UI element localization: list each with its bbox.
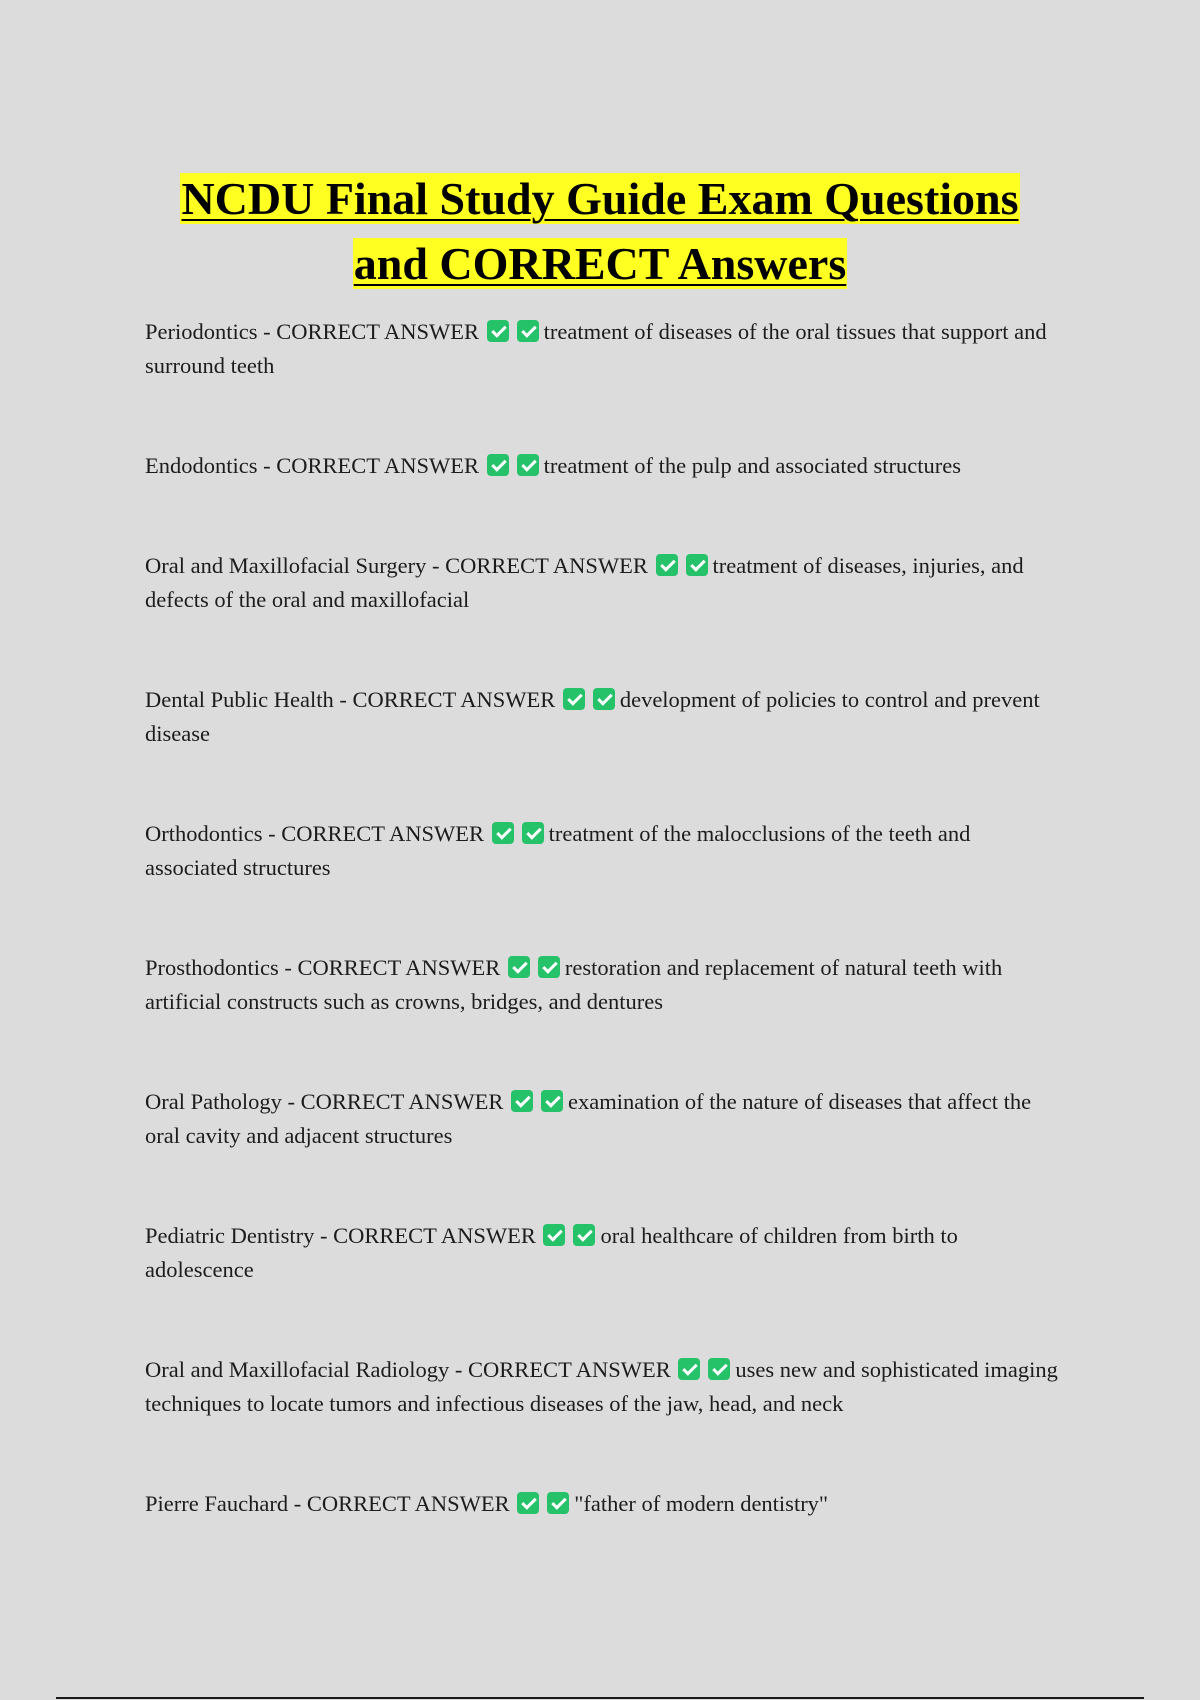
qa-answer: examination of the nature of diseases that affect the oral cavity and adjacent structures xyxy=(145,1089,1032,1148)
check-mark-icon xyxy=(522,822,544,844)
check-mark-icon xyxy=(538,956,560,978)
title-line-1: NCDU Final Study Guide Exam Questions xyxy=(181,173,1019,224)
qa-term: Dental Public Health xyxy=(145,687,334,712)
correct-answer-label: CORRECT ANSWER xyxy=(468,1357,671,1382)
qa-term: Oral Pathology xyxy=(145,1089,282,1114)
check-mark-icon xyxy=(511,1090,533,1112)
check-mark-icon xyxy=(492,822,514,844)
qa-item: Dental Public Health - CORRECT ANSWER development of policies to control and prevent disease xyxy=(145,687,1040,746)
qa-term: Periodontics xyxy=(145,319,258,344)
check-mark-icon xyxy=(541,1090,563,1112)
qa-item: Oral Pathology - CORRECT ANSWER examination of the nature of diseases that affect the oral cavity and adjacent structures xyxy=(145,1089,1032,1148)
correct-answer-label: CORRECT ANSWER xyxy=(276,453,479,478)
check-mark-icon xyxy=(678,1358,700,1380)
title-line-2: and CORRECT Answers xyxy=(353,238,847,289)
check-mark-icon xyxy=(573,1224,595,1246)
qa-item: Periodontics - CORRECT ANSWER treatment of diseases of the oral tissues that support and surround teeth xyxy=(145,319,1047,378)
qa-answer: restoration and replacement of natural teeth with artificial constructs such as crowns, bridges, and dentures xyxy=(145,955,1003,1014)
correct-answer-label: CORRECT ANSWER xyxy=(297,955,501,980)
check-mark-icon xyxy=(708,1358,730,1380)
qa-answer: "father of modern dentistry" xyxy=(574,1491,829,1516)
correct-answer-label: CORRECT ANSWER xyxy=(276,319,479,344)
qa-term: Pierre Fauchard xyxy=(145,1491,289,1516)
qa-term: Oral and Maxillofacial Surgery xyxy=(145,553,427,578)
qa-list xyxy=(145,315,1065,1521)
qa-item: Orthodontics - CORRECT ANSWER treatment of the malocclusions of the teeth and associated structures xyxy=(145,821,971,880)
correct-answer-label: CORRECT ANSWER xyxy=(352,687,556,712)
check-mark-icon xyxy=(508,956,530,978)
check-mark-icon xyxy=(563,688,585,710)
qa-term: Orthodontics xyxy=(145,821,263,846)
qa-term: Endodontics xyxy=(145,453,258,478)
qa-answer: treatment of the malocclusions of the teeth and associated structures xyxy=(145,821,971,880)
correct-answer-label: CORRECT ANSWER xyxy=(333,1223,536,1248)
qa-item: Pierre Fauchard - CORRECT ANSWER "father of modern dentistry" xyxy=(145,1491,829,1516)
check-mark-icon xyxy=(593,688,615,710)
check-mark-icon xyxy=(517,454,539,476)
qa-item: Pediatric Dentistry - CORRECT ANSWER oral healthcare of children from birth to adolescence xyxy=(145,1223,958,1282)
qa-term: Pediatric Dentistry xyxy=(145,1223,315,1248)
qa-item: Oral and Maxillofacial Radiology - CORRECT ANSWER uses new and sophisticated imaging techniques to locate tumors and infectious diseases of the jaw, head, and neck xyxy=(145,1357,1058,1416)
qa-answer: development of policies to control and prevent disease xyxy=(145,687,1040,746)
correct-answer-label: CORRECT ANSWER xyxy=(281,821,484,846)
qa-item: Oral and Maxillofacial Surgery - CORRECT ANSWER treatment of diseases, injuries, and defects of the oral and maxillofacial xyxy=(145,553,1024,612)
document-title xyxy=(120,166,1080,296)
check-mark-icon xyxy=(547,1492,569,1514)
check-mark-icon xyxy=(543,1224,565,1246)
qa-item: Endodontics - CORRECT ANSWER treatment of the pulp and associated structures xyxy=(145,453,961,478)
correct-answer-label: CORRECT ANSWER xyxy=(300,1089,504,1114)
correct-answer-label: CORRECT ANSWER xyxy=(306,1491,510,1516)
qa-answer: treatment of diseases, injuries, and defects of the oral and maxillofacial xyxy=(145,553,1024,612)
check-mark-icon xyxy=(487,454,509,476)
correct-answer-label: CORRECT ANSWER xyxy=(445,553,648,578)
qa-answer: treatment of diseases of the oral tissues that support and surround teeth xyxy=(145,319,1047,378)
check-mark-icon xyxy=(517,320,539,342)
footer-divider xyxy=(56,1697,1144,1699)
qa-item: Prosthodontics - CORRECT ANSWER restoration and replacement of natural teeth with artificial constructs such as crowns, bridges, and dentures xyxy=(145,955,1003,1014)
qa-answer: uses new and sophisticated imaging techniques to locate tumors and infectious diseases of the jaw, head, and neck xyxy=(145,1357,1058,1416)
check-mark-icon xyxy=(487,320,509,342)
qa-answer: oral healthcare of children from birth to adolescence xyxy=(145,1223,958,1282)
check-mark-icon xyxy=(686,554,708,576)
qa-answer: treatment of the pulp and associated structures xyxy=(543,453,961,478)
qa-term: Oral and Maxillofacial Radiology xyxy=(145,1357,450,1382)
qa-term: Prosthodontics xyxy=(145,955,279,980)
check-mark-icon xyxy=(517,1492,539,1514)
check-mark-icon xyxy=(656,554,678,576)
